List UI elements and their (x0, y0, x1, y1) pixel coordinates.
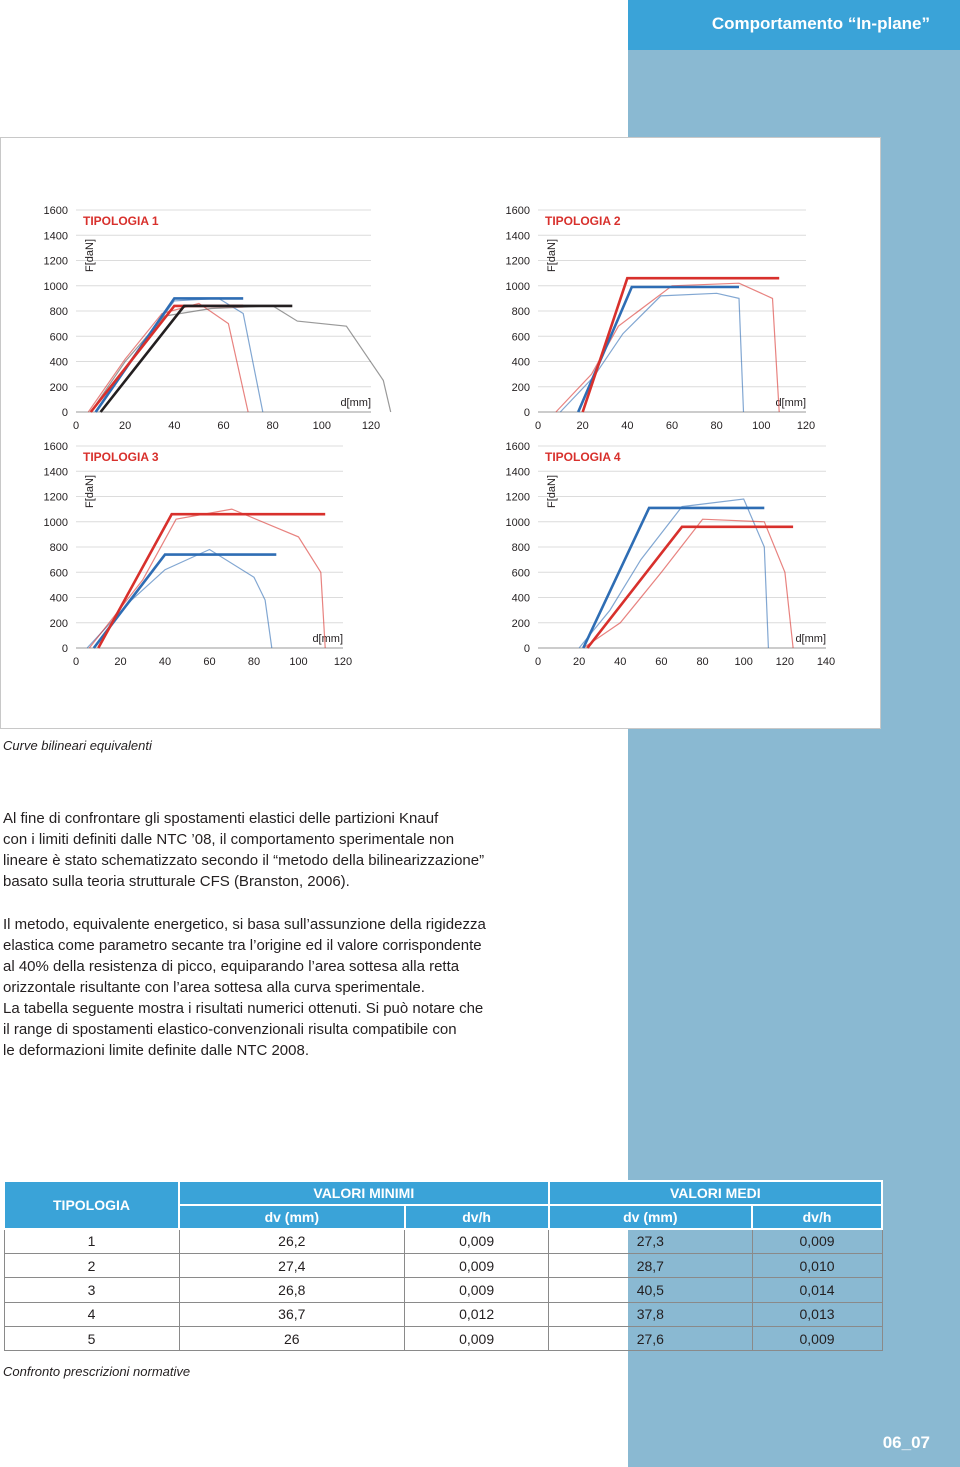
cell-dvh-med: 0,010 (752, 1253, 882, 1277)
chart-title: TIPOLOGIA 3 (83, 450, 159, 464)
paragraph-line: al 40% della resistenza di picco, equiparando l’area sottesa alla retta (3, 958, 460, 975)
x-tick-label: 140 (816, 656, 836, 668)
charts-canvas (1, 138, 882, 730)
figure-caption: Curve bilineari equivalenti (3, 738, 152, 753)
table-row (4, 1229, 882, 1253)
y-tick-label: 1400 (505, 230, 530, 243)
cell-dvh-min: 0,009 (405, 1229, 549, 1253)
y-tick-label: 1400 (43, 466, 68, 479)
cell-dv-min: 26 (179, 1327, 405, 1351)
x-tick-label: 40 (158, 656, 172, 668)
cell-dv-min: 26,8 (179, 1278, 405, 1302)
bilinear-curve (583, 278, 780, 412)
table-row (4, 1327, 882, 1351)
y-tick-label: 400 (49, 592, 68, 605)
y-tick-label: 800 (49, 542, 68, 554)
table-row (4, 1278, 882, 1302)
y-tick-label: 400 (511, 356, 530, 369)
y-tick-label: 400 (511, 592, 530, 605)
y-tick-label: 1000 (505, 516, 530, 529)
cell-tipologia: 1 (4, 1229, 179, 1253)
cell-dvh-med: 0,014 (752, 1278, 882, 1302)
cell-dvh-min: 0,009 (405, 1327, 549, 1351)
paragraph-line: elastica come parametro secante tra l’origine ed il valore corrispondente (3, 937, 482, 954)
x-tick-label: 40 (614, 656, 627, 668)
cell-dv-min: 26,2 (179, 1229, 405, 1253)
paragraph-line: orizzontale risultante con l’area sottesa alla curva sperimentale. (3, 979, 425, 996)
experimental-curve (89, 509, 325, 648)
x-axis-label: d[mm] (312, 633, 343, 645)
y-tick-label: 1200 (43, 255, 68, 268)
cell-dvh-min: 0,009 (405, 1253, 549, 1277)
experimental-curve (96, 298, 263, 412)
x-tick-label: 100 (289, 656, 308, 668)
y-tick-label: 200 (511, 617, 530, 630)
paragraph-line: il range di spostamenti elastico-convenzionali risulta compatibile con (3, 1021, 457, 1038)
header-valori-minimi: VALORI MINIMI (179, 1181, 549, 1205)
y-tick-label: 0 (61, 407, 68, 419)
x-tick-label: 80 (696, 656, 709, 668)
y-axis-label: F[daN] (84, 474, 96, 508)
x-tick-label: 60 (217, 420, 230, 432)
header-bar (628, 0, 960, 50)
cell-tipologia: 5 (4, 1327, 179, 1351)
x-axis-label: d[mm] (775, 397, 806, 409)
x-tick-label: 80 (266, 420, 279, 432)
x-tick-label: 40 (621, 420, 634, 432)
bilinear-curve (583, 508, 764, 648)
cell-dvh-med: 0,009 (752, 1229, 882, 1253)
x-tick-label: 20 (114, 656, 127, 668)
y-axis-label: F[daN] (546, 238, 558, 272)
cell-dv-min: 27,4 (179, 1253, 405, 1277)
y-tick-label: 200 (49, 617, 68, 630)
page-number: 06_07 (882, 1433, 930, 1452)
paragraph-line: lineare è stato schematizzato secondo il “metodo della bilinearizzazione” (3, 852, 485, 869)
y-tick-label: 1600 (505, 441, 530, 453)
paragraph-line: La tabella seguente mostra i risultati numerici ottenuti. Si può notare che (3, 1000, 484, 1017)
cell-dv-med: 27,3 (549, 1229, 752, 1253)
cell-dvh-med: 0,013 (752, 1302, 882, 1326)
y-tick-label: 1200 (43, 491, 68, 504)
x-tick-label: 0 (72, 420, 80, 432)
paragraph-line: Il metodo, equivalente energetico, si basa sull’assunzione della rigidezza (3, 916, 486, 933)
paragraph-line: le deformazioni limite definite dalle NTC 2008. (3, 1042, 309, 1059)
y-tick-label: 800 (49, 306, 68, 318)
cell-dv-med: 40,5 (549, 1278, 752, 1302)
x-tick-label: 0 (534, 420, 542, 432)
results-table (3, 1180, 883, 1351)
y-tick-label: 1400 (505, 466, 530, 479)
header-valori-medi: VALORI MEDI (549, 1181, 882, 1205)
y-tick-label: 1600 (43, 441, 68, 453)
x-tick-label: 120 (796, 420, 816, 432)
x-tick-label: 80 (247, 656, 261, 668)
paragraph-line: con i limiti definiti dalle NTC ’08, il comportamento sperimentale non (3, 831, 455, 848)
cell-dvh-min: 0,009 (405, 1278, 549, 1302)
bilinear-curve (94, 555, 276, 648)
y-tick-label: 1000 (505, 280, 530, 293)
y-axis-label: F[daN] (84, 238, 96, 272)
y-tick-label: 1000 (43, 516, 68, 529)
x-tick-label: 120 (361, 420, 381, 432)
chart-title: TIPOLOGIA 1 (83, 214, 159, 228)
section-title: Comportamento “In-plane” (711, 14, 930, 33)
experimental-curve (87, 550, 272, 649)
cell-dvh-min: 0,012 (405, 1302, 549, 1326)
table-caption: Confronto prescrizioni normative (3, 1364, 191, 1379)
y-tick-label: 1200 (505, 255, 530, 268)
y-axis-label: F[daN] (546, 474, 558, 508)
table-row (4, 1302, 882, 1326)
paragraph-line: basato sulla teoria strutturale CFS (Branston, 2006). (3, 873, 350, 890)
header-dvh-med: dv/h (752, 1205, 882, 1229)
y-tick-label: 600 (511, 567, 530, 580)
bilinear-curve (587, 527, 793, 648)
x-tick-label: 100 (752, 420, 771, 432)
chart-title: TIPOLOGIA 2 (545, 214, 621, 228)
x-tick-label: 80 (710, 420, 723, 432)
cell-dv-min: 36,7 (179, 1302, 405, 1326)
cell-tipologia: 3 (4, 1278, 179, 1302)
y-tick-label: 600 (49, 331, 68, 344)
x-tick-label: 20 (576, 420, 589, 432)
y-tick-label: 600 (49, 567, 68, 580)
x-tick-label: 120 (333, 656, 353, 668)
x-tick-label: 60 (665, 420, 679, 432)
paragraph-1 (3, 808, 549, 892)
y-tick-label: 1000 (43, 280, 68, 293)
cell-dv-med: 27,6 (549, 1327, 752, 1351)
x-axis-label: d[mm] (340, 397, 371, 409)
bilinear-curve (101, 306, 293, 412)
cell-tipologia: 2 (4, 1253, 179, 1277)
y-tick-label: 200 (49, 381, 68, 394)
x-axis-label: d[mm] (795, 633, 826, 645)
y-tick-label: 800 (511, 542, 530, 554)
x-tick-label: 20 (573, 656, 586, 668)
paragraph-line: Al fine di confrontare gli spostamenti elastici delle partizioni Knauf (3, 810, 439, 827)
chart-title: TIPOLOGIA 4 (545, 450, 621, 464)
x-tick-label: 100 (734, 656, 753, 668)
x-tick-label: 0 (72, 656, 80, 668)
cell-dv-med: 28,7 (549, 1253, 752, 1277)
x-tick-label: 120 (775, 656, 795, 668)
y-tick-label: 800 (511, 306, 530, 318)
cell-tipologia: 4 (4, 1302, 179, 1326)
y-tick-label: 0 (523, 643, 530, 655)
table-row (4, 1253, 882, 1277)
y-tick-label: 600 (511, 331, 530, 344)
y-tick-label: 1600 (505, 205, 530, 217)
y-tick-label: 0 (523, 407, 530, 419)
y-tick-label: 1400 (43, 230, 68, 243)
x-tick-label: 60 (655, 656, 668, 668)
figure-charts (0, 137, 881, 729)
x-tick-label: 20 (119, 420, 132, 432)
header-dv-min: dv (mm) (179, 1205, 405, 1229)
y-tick-label: 0 (61, 643, 68, 655)
y-tick-label: 1200 (505, 491, 530, 504)
cell-dv-med: 37,8 (549, 1302, 752, 1326)
header-dv-med: dv (mm) (549, 1205, 752, 1229)
y-tick-label: 200 (511, 381, 530, 394)
x-tick-label: 0 (534, 656, 542, 668)
y-tick-label: 400 (49, 356, 68, 369)
y-tick-label: 1600 (43, 205, 68, 217)
x-tick-label: 60 (203, 656, 216, 668)
x-tick-label: 100 (312, 420, 332, 432)
header-tipologia: TIPOLOGIA (4, 1181, 179, 1229)
header-dvh-min: dv/h (405, 1205, 549, 1229)
x-tick-label: 40 (168, 420, 181, 432)
paragraph-2 (3, 914, 549, 1061)
cell-dvh-med: 0,009 (752, 1327, 882, 1351)
